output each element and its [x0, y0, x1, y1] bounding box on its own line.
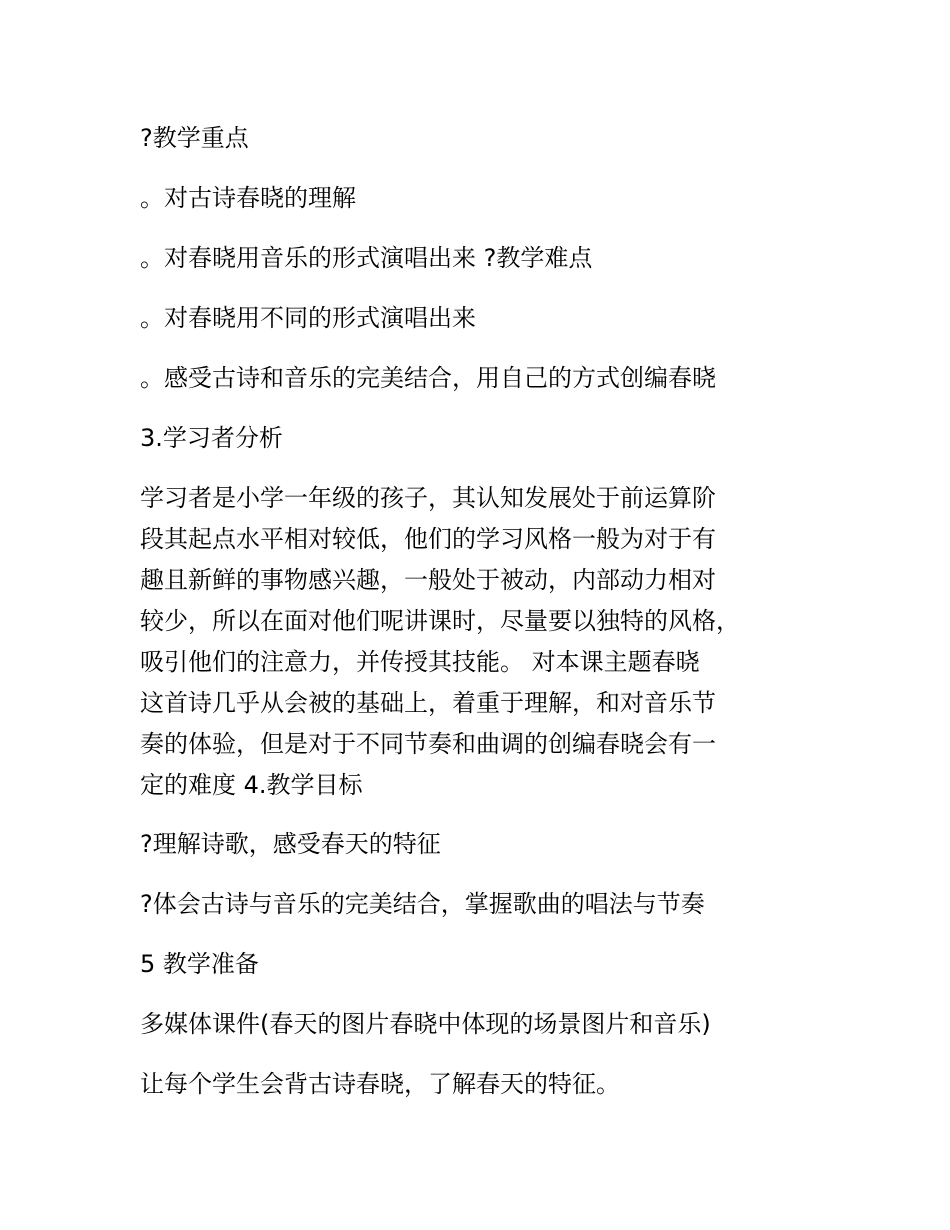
learner-analysis-paragraph — [140, 484, 740, 812]
text-line: 多媒体课件(春天的图片春晓中体现的场景图片和音乐) — [140, 1010, 711, 1038]
heading-teaching-focus: ?教学重点 — [140, 124, 249, 152]
paragraph-line: 定的难度 4.教学目标 — [140, 771, 363, 799]
paragraph-line: 这首诗几乎从会被的基础上，着重于理解，和对音乐节 — [140, 689, 716, 717]
heading-teaching-preparation: 5 教学准备 — [140, 950, 259, 978]
paragraph-line: 较少，所以在面对他们呢讲课时，尽量要以独特的风格， — [140, 607, 740, 635]
paragraph-line: 学习者是小学一年级的孩子，其认知发展处于前运算阶 — [140, 484, 716, 512]
paragraph-line: 趣且新鲜的事物感兴趣，一般处于被动，内部动力相对 — [140, 566, 716, 594]
text-line: 。对春晓用不同的形式演唱出来 — [140, 304, 476, 332]
text-line: ?体会古诗与音乐的完美结合，掌握歌曲的唱法与节奏 — [140, 890, 705, 918]
text-line: ?理解诗歌，感受春天的特征 — [140, 830, 441, 858]
paragraph-line: 奏的体验，但是对于不同节奏和曲调的创编春晓会有一 — [140, 730, 716, 758]
text-line: 让每个学生会背古诗春晓，了解春天的特征。 — [140, 1070, 620, 1098]
heading-learner-analysis: 3.学习者分析 — [140, 424, 283, 452]
text-line: 。对春晓用音乐的形式演唱出来 ?教学难点 — [140, 244, 593, 272]
paragraph-line: 吸引他们的注意力，并传授其技能。 对本课主题春晓 — [140, 648, 700, 676]
text-line: 。感受古诗和音乐的完美结合，用自己的方式创编春晓 — [140, 364, 716, 392]
text-line: 。对古诗春晓的理解 — [140, 184, 356, 212]
paragraph-line: 段其起点水平相对较低，他们的学习风格一般为对于有 — [140, 525, 716, 553]
